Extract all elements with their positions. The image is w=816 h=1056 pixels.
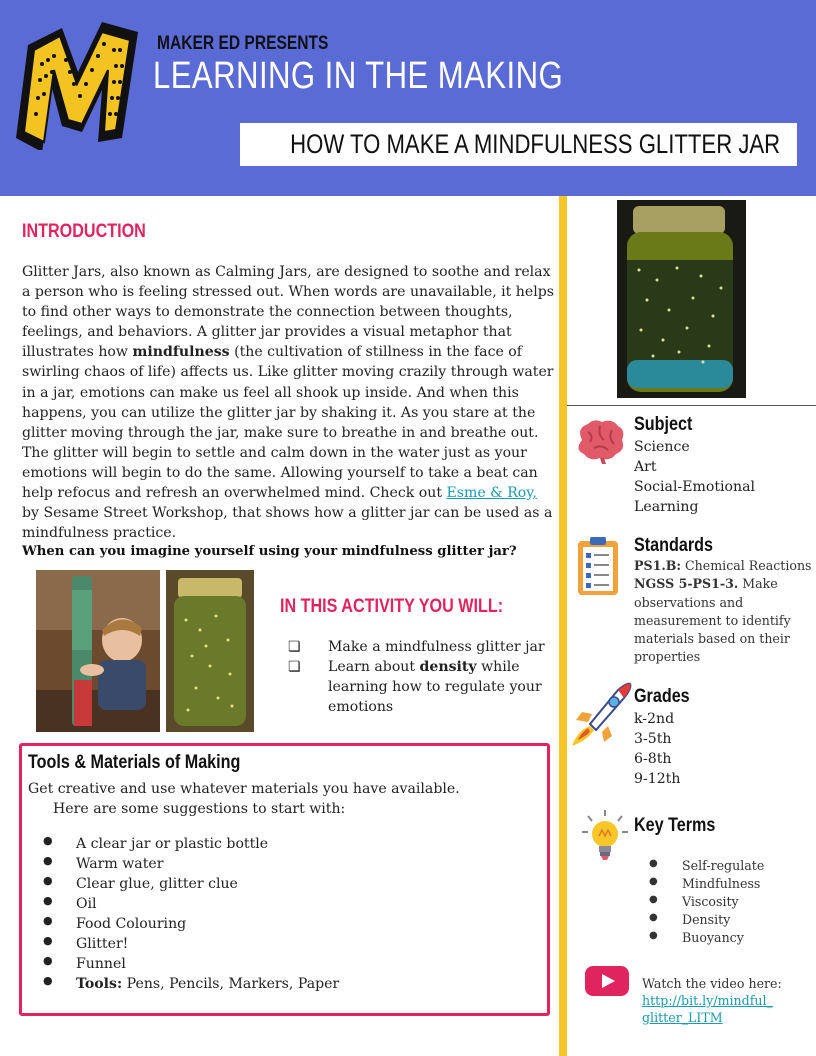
activity-heading: IN THIS ACTIVITY YOU WILL: (280, 596, 504, 617)
introduction-paragraph (22, 262, 557, 543)
tools-heading: Tools & Materials of Making (28, 752, 241, 773)
activity-title-box (240, 123, 797, 166)
bullet-icon: ● (649, 858, 658, 869)
tools-intro-line: Get creative and use whatever materials you have available. (28, 781, 460, 797)
tools-text-part: Pens, Pencils, Markers, Paper (122, 976, 340, 992)
bullet-icon: ● (43, 974, 53, 987)
grades-list (634, 709, 680, 789)
series-title: LEARNING IN THE MAKING (153, 55, 564, 97)
bullet-icon: ● (649, 912, 658, 923)
tool-item-text: Clear glue, glitter clue (76, 876, 238, 892)
activity-text-part: while learning how to regulate your emotions (328, 659, 542, 715)
grade-item: 3-5th (634, 731, 672, 747)
bullet-icon: ● (43, 914, 53, 927)
intro-text-part: Glitter Jars, also known as Calming Jars, are designed to soothe and relax a person who is feeling stressed out. When words are unavailable, it helps to find other ways to demonstrate the connection between thoughts, feelings, and behaviors. A glitter jar provides a visual metaphor that illustrates how (22, 264, 554, 361)
clipboard-icon (576, 535, 620, 597)
standard-description: Chemical Reactions (681, 558, 812, 573)
presents-label: MAKER ED PRESENTS (157, 33, 329, 54)
video-link[interactable] (642, 993, 773, 1025)
activity-item (288, 637, 545, 657)
bullet-icon: ● (649, 894, 658, 905)
standards-heading: Standards (634, 535, 713, 556)
standard-code: NGSS 5-PS1-3. (634, 576, 739, 592)
bullet-icon: ● (43, 854, 53, 867)
video-label: Watch the video here: (642, 976, 782, 991)
tool-item-text: Warm water (76, 856, 164, 872)
bullet-icon: ● (43, 874, 53, 887)
grade-item: 6-8th (634, 751, 672, 767)
column-divider (559, 196, 567, 1056)
subject-list (634, 437, 816, 517)
tool-item-text (76, 976, 339, 992)
video-link-line: http://bit.ly/mindful_ (642, 993, 773, 1008)
tool-item-text: Glitter! (76, 936, 129, 952)
bullet-icon: ● (649, 876, 658, 887)
activity-item-text (328, 657, 548, 717)
activity-item (288, 657, 542, 715)
subject-item: Science (634, 439, 690, 455)
video-link-line: glitter_LITM (642, 1010, 723, 1025)
bullet-icon: ● (649, 930, 658, 941)
activity-bold-term: density (419, 659, 477, 675)
tool-item-text: Funnel (76, 956, 126, 972)
key-term-text: Mindfulness (682, 876, 761, 891)
rocket-icon (570, 680, 632, 748)
brain-icon (572, 418, 628, 464)
tools-bold-label: Tools: (76, 976, 123, 992)
activity-item-text: Make a mindfulness glitter jar (328, 639, 545, 655)
intro-bold-term: mindfulness (132, 344, 230, 361)
grade-item: 9-12th (634, 771, 681, 787)
key-term-text: Density (682, 912, 731, 927)
child-with-jar-photo (36, 570, 160, 732)
maker-ed-logo (10, 20, 140, 150)
subject-item: Social-Emotional Learning (634, 479, 755, 515)
bullet-icon: ● (43, 894, 53, 907)
tools-intro-line: Here are some suggestions to start with: (53, 801, 346, 817)
bullet-icon: ● (43, 834, 53, 847)
sidebar-separator (567, 405, 816, 406)
tool-item-text: Oil (76, 896, 97, 912)
grades-heading: Grades (634, 686, 690, 707)
subject-item: Art (634, 459, 657, 475)
key-terms-heading: Key Terms (634, 815, 716, 836)
glitter-jar-photo (166, 570, 254, 732)
standards-text (634, 557, 814, 667)
intro-text-part: by Sesame Street Workshop, that shows how a glitter jar can be used as a mindfulness practice. (22, 505, 553, 542)
reflection-question: When can you imagine yourself using your mindfulness glitter jar? (22, 544, 517, 559)
tools-intro (28, 779, 538, 819)
key-term-text: Self-regulate (682, 858, 765, 873)
lightbulb-icon (580, 808, 630, 864)
bullet-icon: ● (43, 954, 53, 967)
activity-text-part: Learn about (328, 659, 420, 675)
esme-roy-link[interactable]: Esme & Roy, (446, 485, 537, 502)
video-play-icon[interactable] (585, 966, 629, 996)
bullet-icon: ● (43, 934, 53, 947)
standard-description: Make observations and measurement to identify materials based on their properties (634, 576, 791, 665)
checkbox-bullet-icon: ❏ (288, 639, 301, 655)
standard-code: PS1.B: (634, 558, 682, 573)
introduction-heading: INTRODUCTION (22, 221, 146, 242)
video-callout (642, 975, 792, 1026)
key-term-text: Buoyancy (682, 930, 744, 945)
activity-title: HOW TO MAKE A MINDFULNESS GLITTER JAR (290, 129, 781, 159)
checkbox-bullet-icon: ❏ (288, 659, 301, 675)
tool-item-text: Food Colouring (76, 916, 187, 932)
finished-glitter-jar-photo (617, 200, 746, 398)
grade-item: k-2nd (634, 711, 675, 727)
intro-text-part: (the cultivation of stillness in the face of swirling chaos of life) affects us. Like glitter moving crazily through water in a jar, emotions can make us feel all shook up inside. And when this happens, you can utilize the glitter jar by shaking it. As you stare at the glitter moving through the jar, make sure to breathe in and breathe out. The glitter will begin to settle and calm down in the water just as your emotions will begin to do the same. Allowing yourself to take a beat can help refocus and refresh an overwhelmed mind. Check out (22, 344, 554, 502)
subject-heading: Subject (634, 414, 693, 435)
key-term-text: Viscosity (682, 894, 739, 909)
tool-item-text: A clear jar or plastic bottle (76, 836, 269, 852)
